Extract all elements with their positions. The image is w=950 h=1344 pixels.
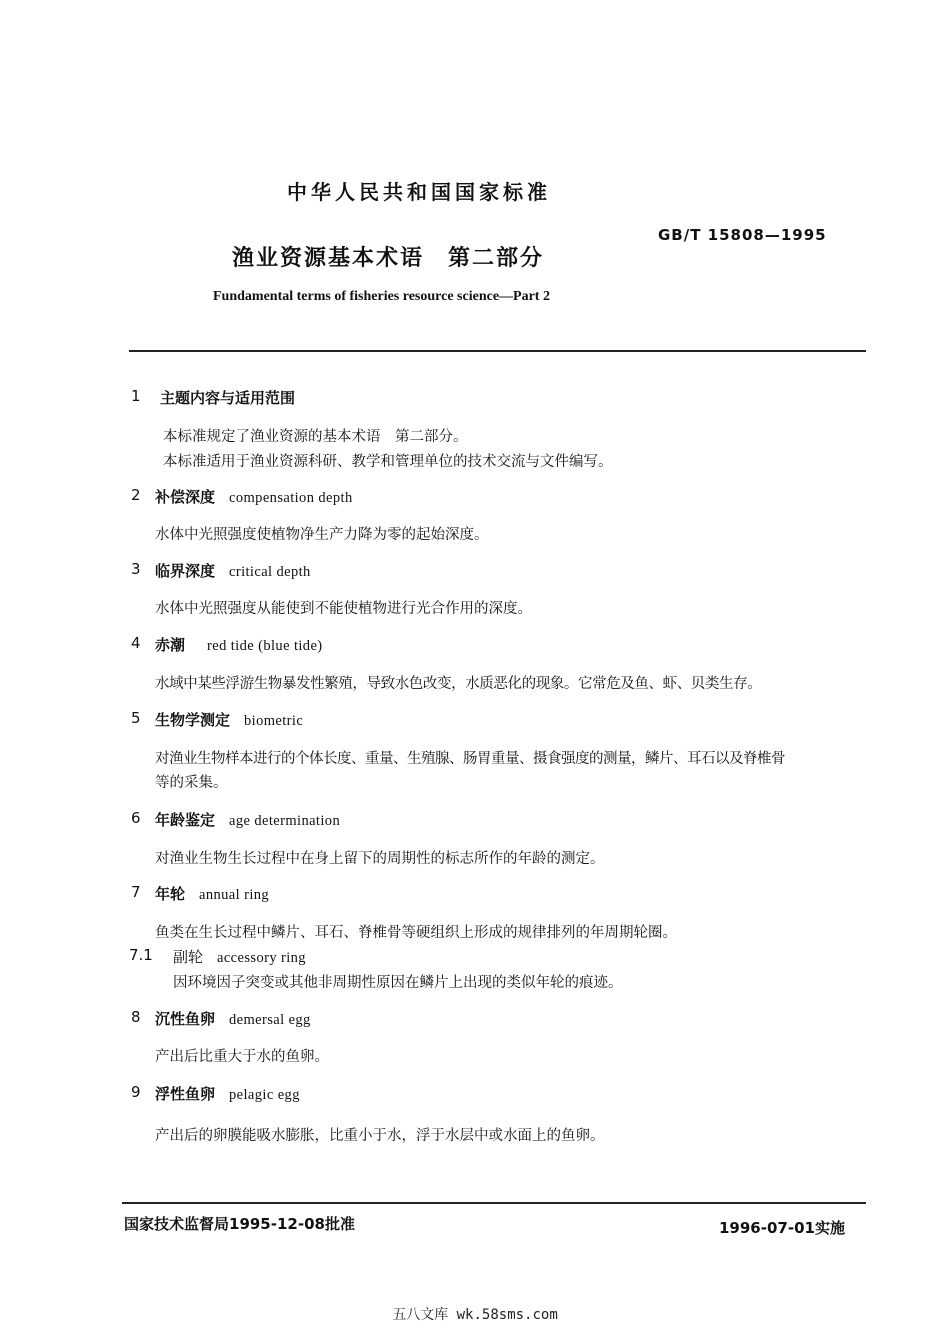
section-text-1b: 本标准适用于渔业资源科研、教学和管理单位的技术交流与文件编写。	[163, 454, 613, 470]
term-5: 生物学测定 biometric	[155, 711, 304, 729]
term-7: 年轮 annual ring	[155, 885, 270, 903]
section-text-1a: 本标准规定了渔业资源的基本术语 第二部分。	[163, 429, 468, 445]
document-title-en: Fundamental terms of fisheries resource science—Part 2	[213, 289, 550, 304]
term-6: 年龄鉴定 age determination	[155, 811, 341, 829]
definition-5b: 等的采集。	[155, 775, 228, 791]
standard-code: GB/T 15808—1995	[658, 226, 827, 244]
section-number-4: 4	[131, 634, 141, 652]
standard-category: 中华人民共和国国家标准	[287, 180, 551, 204]
definition-4: 水域中某些浮游生物暴发性繁殖，导致水色改变，水质恶化的现象。它常危及鱼、虾、贝类生存。	[155, 676, 762, 692]
term-9: 浮性鱼卵 pelagic egg	[155, 1085, 300, 1103]
definition-3: 水体中光照强度从能使到不能使植物进行光合作用的深度。	[155, 601, 532, 617]
header-divider	[129, 350, 866, 352]
section-number-5: 5	[131, 709, 141, 727]
definition-7: 鱼类在生长过程中鳞片、耳石、脊椎骨等硬组织上形成的规律排列的年周期轮圈。	[155, 925, 677, 941]
definition-9: 产出后的卵膜能吸水膨胀，比重小于水，浮于水层中或水面上的鱼卵。	[155, 1128, 605, 1144]
definition-5a: 对渔业生物样本进行的个体长度、重量、生殖腺、肠胃重量、摄食强度的测量，鳞片、耳石以及脊椎骨	[155, 751, 785, 767]
section-number-1: 1	[131, 387, 141, 405]
watermark-text: 五八文库 wk.58sms.com	[392, 1307, 558, 1323]
section-heading-1: 主题内容与适用范围	[160, 389, 296, 407]
section-number-3: 3	[131, 560, 141, 578]
section-number-2: 2	[131, 486, 141, 504]
section-number-9: 9	[131, 1083, 141, 1101]
term-4: 赤潮 red tide (blue tide)	[155, 636, 323, 654]
definition-2: 水体中光照强度使植物净生产力降为零的起始深度。	[155, 527, 489, 543]
implementation-date: 1996-07-01实施	[719, 1219, 845, 1237]
term-2: 补偿深度 compensation depth	[155, 488, 353, 506]
definition-7-1: 因环境因子突变或其他非周期性原因在鳞片上出现的类似年轮的痕迹。	[173, 975, 623, 991]
approval-line: 国家技术监督局1995-12-08批准	[124, 1215, 355, 1233]
section-number-6: 6	[131, 809, 141, 827]
definition-6: 对渔业生物生长过程中在身上留下的周期性的标志所作的年龄的测定。	[155, 851, 605, 867]
document-title-cn: 渔业资源基本术语 第二部分	[232, 246, 545, 271]
term-7-1: 副轮 accessory ring	[173, 948, 306, 966]
term-8: 沉性鱼卵 demersal egg	[155, 1010, 311, 1028]
section-number-8: 8	[131, 1008, 141, 1026]
definition-8: 产出后比重大于水的鱼卵。	[155, 1049, 329, 1065]
section-number-7-1: 7.1	[129, 946, 153, 964]
section-number-7: 7	[131, 883, 141, 901]
footer-divider	[122, 1202, 866, 1204]
term-3: 临界深度 critical depth	[155, 562, 311, 580]
